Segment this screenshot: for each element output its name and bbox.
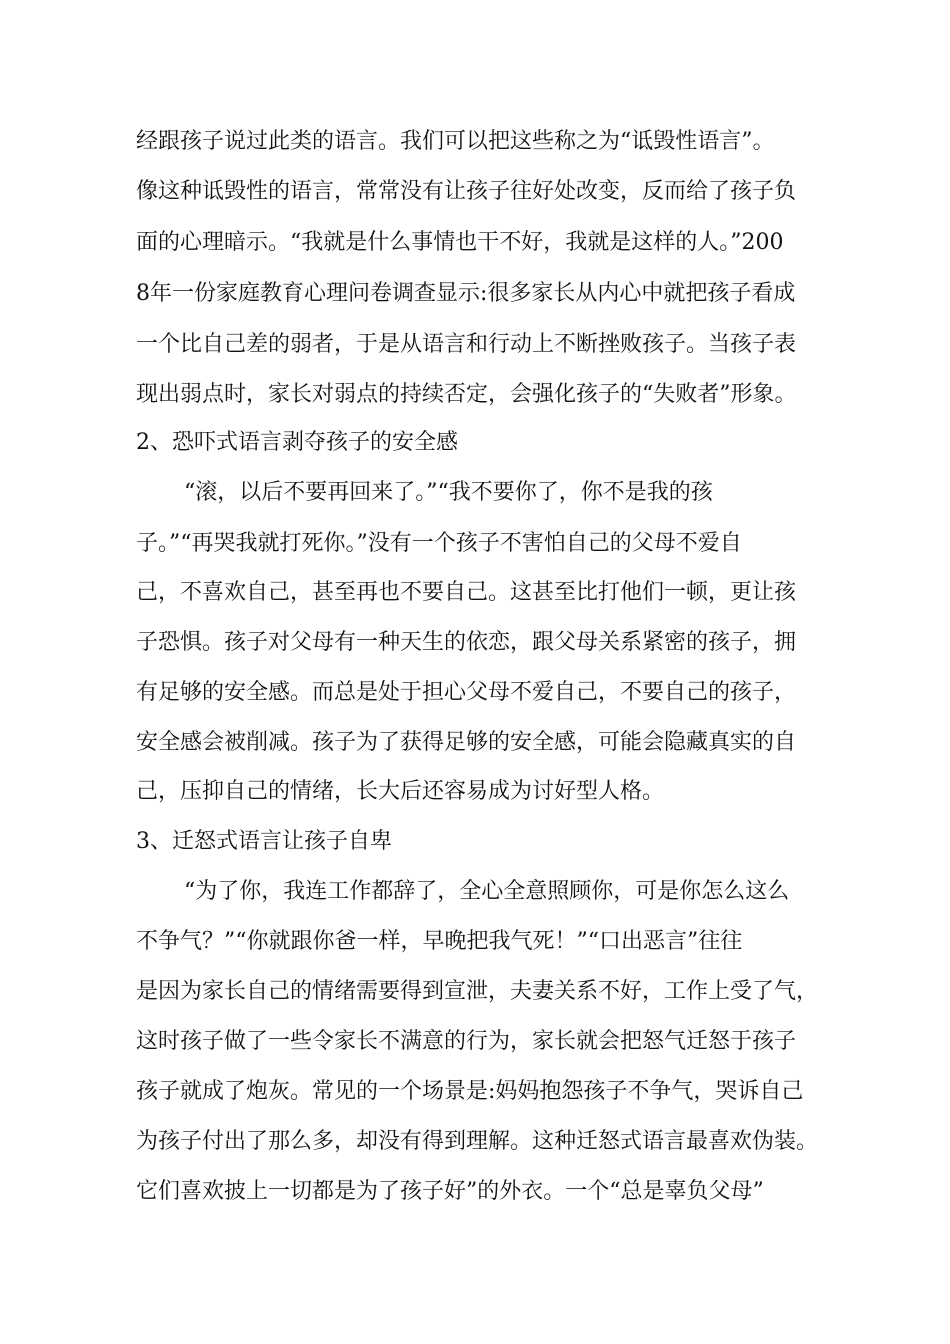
body-line: 己，不喜欢自己，甚至再也不要自己。这甚至比打他们一顿，更让孩	[136, 580, 797, 605]
body-line: 一个比自己差的弱者，于是从语言和行动上不断挫败孩子。当孩子表	[136, 332, 797, 357]
body-line: 面的心理暗示。“我就是什么事情也干不好，我就是这样的人。”200	[136, 230, 784, 255]
section-heading: 3、迁怒式语言让孩子自卑	[136, 829, 392, 854]
body-line: 像这种诋毁性的语言，常常没有让孩子往好处改变，反而给了孩子负	[136, 179, 797, 204]
body-line: 不争气？”“你就跟你爸一样，早晚把我气死！”“口出恶言”往往	[136, 929, 743, 954]
body-line: 子恐惧。孩子对父母有一种天生的依恋，跟父母关系紧密的孩子，拥	[136, 630, 797, 655]
body-line: 己，压抑自己的情绪，长大后还容易成为讨好型人格。	[136, 779, 665, 804]
body-line: “滚，以后不要再回来了。”“我不要你了，你不是我的孩	[184, 480, 713, 505]
body-line: 它们喜欢披上一切都是为了孩子好”的外衣。一个“总是辜负父母”	[136, 1179, 764, 1204]
section-heading: 2、恐吓式语言剥夺孩子的安全感	[136, 430, 458, 455]
body-line: 孩子就成了炮灰。常见的一个场景是:妈妈抱怨孩子不争气，哭诉自己	[136, 1079, 804, 1104]
body-line: 安全感会被削减。孩子为了获得足够的安全感，可能会隐藏真实的自	[136, 730, 797, 755]
body-line: 子。”“再哭我就打死你。”没有一个孩子不害怕自己的父母不爱自	[136, 531, 742, 556]
body-line: 是因为家长自己的情绪需要得到宣泄，夫妻关系不好，工作上受了气，	[136, 979, 819, 1004]
body-line: 8年一份家庭教育心理问卷调查显示:很多家长从内心中就把孩子看成	[136, 281, 796, 306]
body-line: 经跟孩子说过此类的语言。我们可以把这些称之为“诋毁性语言”。	[136, 129, 775, 154]
body-line: 为孩子付出了那么多，却没有得到理解。这种迁怒式语言最喜欢伪装。	[136, 1129, 819, 1154]
body-line: 有足够的安全感。而总是处于担心父母不爱自己，不要自己的孩子，	[136, 680, 797, 705]
body-line: 这时孩子做了一些令家长不满意的行为，家长就会把怒气迁怒于孩子	[136, 1029, 797, 1054]
body-line: “为了你，我连工作都辞了，全心全意照顾你，可是你怎么这么	[184, 879, 790, 904]
body-line: 现出弱点时，家长对弱点的持续否定，会强化孩子的“失败者”形象。	[136, 382, 797, 407]
